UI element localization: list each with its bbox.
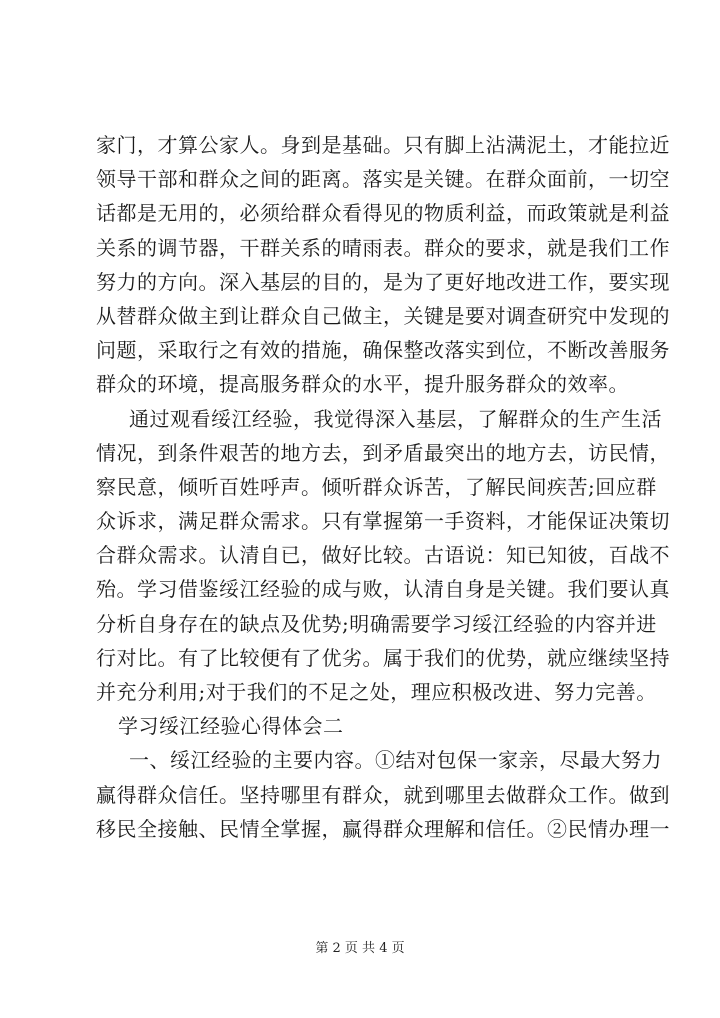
section-title: 学习绥江经验心得体会二 <box>118 714 344 739</box>
page-number-footer: 第 2 页 共 4 页 <box>315 941 405 956</box>
text-line: 家门，才算公家人。身到是基础。只有脚上沾满泥土，才能拉近 <box>96 133 670 157</box>
text-line: 领导干部和群众之间的距离。落实是关键。在群众面前，一切空 <box>96 167 670 192</box>
paragraph-1 <box>96 128 670 402</box>
text-line: 分析自身存在的缺点及优势;明确需要学习绥江经验的内容并进 <box>96 611 657 636</box>
paragraph-2 <box>96 402 670 710</box>
text-line: 合群众需求。认清自已，做好比较。古语说：知已知彼，百战不 <box>96 543 670 568</box>
paragraph-3 <box>96 743 670 846</box>
document-body <box>96 128 670 846</box>
text-line: 众诉求，满足群众需求。只有掌握第一手资料，才能保证决策切 <box>96 509 670 534</box>
text-line: 从替群众做主到让群众自己做主，关键是要对调查研究中发现的 <box>96 303 670 328</box>
text-line: 问题，采取行之有效的措施，确保整改落实到位，不断改善服务 <box>96 338 670 363</box>
text-line: 情况，到条件艰苦的地方去，到矛盾最突出的地方去，访民情， <box>96 440 670 465</box>
text-line: 殆。学习借鉴绥江经验的成与败，认清自身是关键。我们要认真 <box>96 577 670 602</box>
text-line: 话都是无用的，必须给群众看得见的物质利益，而政策就是利益 <box>96 201 670 226</box>
text-line: 行对比。有了比较便有了优劣。属于我们的优势，就应继续坚持 <box>96 645 670 670</box>
text-line: 群众的环境，提高服务群众的水平，提升服务群众的效率。 <box>96 372 629 397</box>
text-line: 关系的调节器，干群关系的晴雨表。群众的要求，就是我们工作 <box>96 235 670 260</box>
text-line: 赢得群众信任。坚持哪里有群众，就到哪里去做群众工作。做到 <box>96 782 670 807</box>
text-line: 一、绥江经验的主要内容。①结对包保一家亲，尽最大努力 <box>129 748 662 773</box>
text-line: 努力的方向。深入基层的目的，是为了更好地改进工作，要实现 <box>96 269 670 294</box>
text-line: 通过观看绥江经验，我觉得深入基层，了解群众的生产生活 <box>129 406 662 431</box>
text-line: 移民全接触、民情全掌握，赢得群众理解和信任。②民情办理一 <box>96 816 670 841</box>
text-line: 并充分利用;对于我们的不足之处，理应积极改进、努力完善。 <box>96 680 657 704</box>
text-line: 察民意，倾听百姓呼声。倾听群众诉苦，了解民间疾苦;回应群 <box>96 474 657 499</box>
